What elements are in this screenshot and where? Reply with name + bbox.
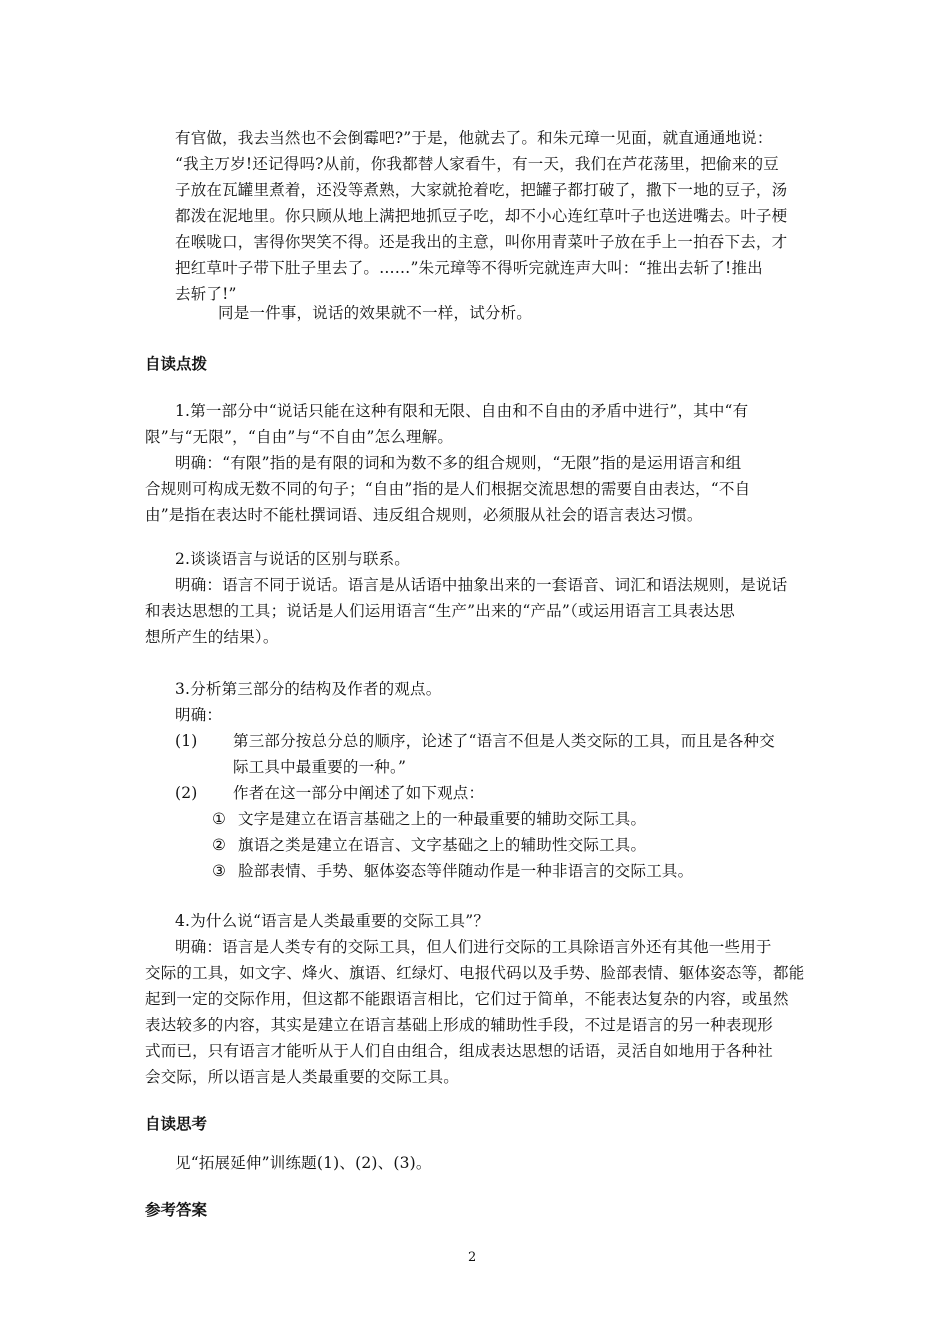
answer-4: 交际的工具，如文字、烽火、旗语、红绿灯、电报代码以及手势、脸部表情、躯体姿态等，都能 — [145, 964, 805, 982]
answer-1: 明确：“有限”指的是有限的词和为数不多的组合规则，“无限”指的是运用语言和组 — [175, 454, 742, 472]
story-line: 把红草叶子带下肚子里去了。……”朱元璋等不得听完就连声大叫：“推出去斩了!推出 — [175, 259, 763, 277]
answer-2: 想所产生的结果）。 — [145, 628, 279, 646]
sub-text: 文字是建立在语言基础之上的一种最重要的辅助交际工具。 — [238, 810, 647, 828]
answer-2: 明确：语言不同于说话。语言是从话语中抽象出来的一套语音、词汇和语法规则，是说话 — [175, 576, 788, 594]
story-question: 同是一件事，说话的效果就不一样，试分析。 — [218, 304, 533, 322]
question-4: 4.为什么说“语言是人类最重要的交际工具”？ — [175, 912, 490, 930]
answer-4: 明确：语言是人类专有的交际工具，但人们进行交际的工具除语言外还有其他一些用于 — [175, 938, 772, 956]
page-number: 2 — [468, 1250, 477, 1265]
answer-3-sub-3 — [212, 858, 693, 884]
story-line: 在喉咙口，害得你哭笑不得。还是我出的主意，叫你用青菜叶子放在手上一拍吞下去，才 — [175, 233, 788, 251]
section-heading-sikao: 自读思考 — [145, 1115, 208, 1133]
question-2: 2.谈谈语言与说话的区别与联系。 — [175, 550, 410, 568]
answer-3-label: 明确： — [175, 706, 223, 724]
circled-number: ② — [212, 836, 227, 854]
answer-1: 由”是指在表达时不能杜撰词语、违反组合规则，必须服从社会的语言表达习惯。 — [145, 506, 703, 524]
answer-2: 和表达思想的工具；说话是人们运用语言“生产”出来的“产品”（或运用语言工具表达思 — [145, 602, 735, 620]
section-heading-dianbo: 自读点拨 — [145, 355, 208, 373]
story-line: 子放在瓦罐里煮着，还没等煮熟，大家就抢着吃，把罐子都打破了，撒下一地的豆子，汤 — [175, 181, 788, 199]
sub-text: 旗语之类是建立在语言、文字基础之上的辅助性交际工具。 — [238, 836, 647, 854]
answer-4: 式而已，只有语言才能听从于人们自由组合，组成表达思想的话语，灵活自如地用于各种社 — [145, 1042, 774, 1060]
story-line: 有官做，我去当然也不会倒霉吧?”于是，他就去了。和朱元璋一见面，就直通通地说： — [175, 129, 773, 147]
answer-4: 表达较多的内容，其实是建立在语言基础上形成的辅助性手段，不过是语言的另一种表现形 — [145, 1016, 774, 1034]
question-3: 3.分析第三部分的结构及作者的观点。 — [175, 680, 442, 698]
answer-3-item-1 — [175, 728, 775, 754]
answer-3-item-2 — [175, 780, 484, 806]
answer-3-item-1-cont: 际工具中最重要的一种。” — [233, 758, 407, 776]
answer-4: 起到一定的交际作用，但这都不能跟语言相比，它们过于简单，不能表达复杂的内容，或虽然 — [145, 990, 789, 1008]
item-number: (1) — [175, 732, 198, 750]
answer-3-sub-1 — [212, 806, 646, 832]
story-line: 都泼在泥地里。你只顾从地上满把地抓豆子吃，却不小心连红草叶子也送进嘴去。叶子梗 — [175, 207, 788, 225]
story-line: “我主万岁!还记得吗?从前，你我都替人家看牛，有一天，我们在芦花荡里，把偷来的豆 — [175, 155, 779, 173]
circled-number: ③ — [212, 862, 227, 880]
sub-text: 脸部表情、手势、躯体姿态等伴随动作是一种非语言的交际工具。 — [238, 862, 694, 880]
story-line: 去斩了!” — [175, 285, 237, 303]
item-number: (2) — [175, 784, 198, 802]
circled-number: ① — [212, 810, 227, 828]
question-1: 限”与“无限”，“自由”与“不自由”怎么理解。 — [145, 428, 454, 446]
answer-4: 会交际，所以语言是人类最重要的交际工具。 — [145, 1068, 460, 1086]
sikao-text: 见“拓展延伸”训练题(1)、(2)、(3)。 — [175, 1154, 432, 1172]
answer-1: 合规则可构成无数不同的句子；“自由”指的是人们根据交流思想的需要自由表达，“不自 — [145, 480, 751, 498]
question-1: 1.第一部分中“说话只能在这种有限和无限、自由和不自由的矛盾中进行”，其中“有 — [175, 402, 749, 420]
answer-3-sub-2 — [212, 832, 646, 858]
item-text: 第三部分按总分总的顺序，论述了“语言不但是人类交际的工具，而且是各种交 — [233, 732, 775, 750]
item-text: 作者在这一部分中阐述了如下观点： — [233, 784, 485, 802]
section-heading-answer: 参考答案 — [145, 1201, 208, 1219]
